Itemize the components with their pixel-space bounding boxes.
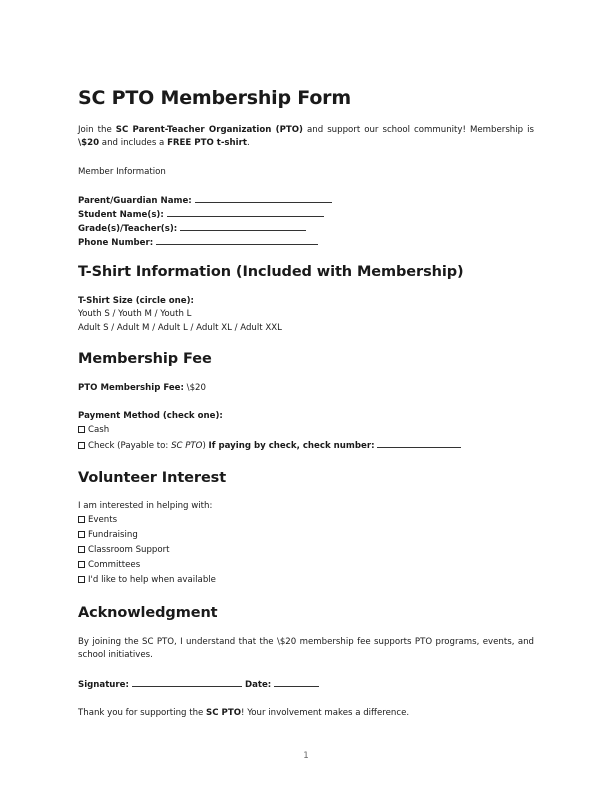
cash-checkbox[interactable] [78,426,85,433]
grade-teacher-field [78,222,306,236]
member-info-heading: Member Information [78,167,166,177]
intro-paragraph: Join the SC Parent-Teacher Organization (PTO) and support our school community! Membership is \$20 and includes a FREE PTO t-shirt. [78,125,534,148]
student-name-label: Student Name(s): [78,210,164,220]
page-number: 1 [303,751,309,761]
payment-option-cash[interactable]: Cash [78,424,109,437]
parent-name-field [78,194,332,208]
grade-teacher-label: Grade(s)/Teacher(s): [78,224,178,234]
membership-fee-amount: \$20 [78,138,100,148]
thank-you-text: Thank you for supporting the SC PTO! Your involvement makes a difference. [78,708,410,718]
check-number-input[interactable] [377,439,461,448]
fee-value: \$20 [183,383,206,393]
volunteer-option-events[interactable]: Events [78,514,117,527]
available-checkbox[interactable] [78,576,85,583]
fundraising-checkbox[interactable] [78,531,85,538]
fee-line [78,382,206,395]
date-input[interactable] [274,678,319,687]
tshirt-size-label: T-Shirt Size (circle one): [78,296,194,306]
youth-sizes[interactable]: Youth S / Youth M / Youth L [78,309,192,319]
adult-sizes[interactable]: Adult S / Adult M / Adult L / Adult XL / Adult XXL [78,323,282,333]
page-title: SC PTO Membership Form [78,87,351,109]
membership-fee-heading: Membership Fee [78,351,212,367]
phone-field [78,236,318,250]
signature-input[interactable] [132,678,242,687]
acknowledgment-heading: Acknowledgment [78,605,218,621]
payment-method-label: Payment Method (check one): [78,411,223,421]
date-label: Date: [244,680,272,690]
phone-input[interactable] [156,236,318,245]
free-shirt-text: FREE PTO t-shirt [167,138,247,148]
events-checkbox[interactable] [78,516,85,523]
volunteer-option-fundraising[interactable]: Fundraising [78,529,138,542]
signature-line [78,678,319,692]
volunteer-option-available[interactable]: I'd like to help when available [78,574,216,587]
tshirt-heading: T-Shirt Information (Included with Membership) [78,264,464,280]
committees-checkbox[interactable] [78,561,85,568]
volunteer-option-committees[interactable]: Committees [78,559,140,572]
phone-label: Phone Number: [78,238,154,248]
parent-name-input[interactable] [195,194,332,203]
acknowledgment-text: By joining the SC PTO, I understand that the \$20 membership fee supports PTO programs, events, and school initiatives. [78,637,534,660]
check-checkbox[interactable] [78,442,85,449]
grade-teacher-input[interactable] [180,222,306,231]
check-number-label: If paying by check, check number: [208,441,375,451]
check-payee: SC PTO [171,441,203,451]
fee-label: PTO Membership Fee: [78,383,184,393]
org-name: SC Parent-Teacher Organization (PTO) [115,125,303,135]
student-name-input[interactable] [167,208,324,217]
payment-option-check[interactable]: Check (Payable to: SC PTO) If paying by check, check number: [78,439,461,453]
volunteer-heading: Volunteer Interest [78,470,227,486]
classroom-checkbox[interactable] [78,546,85,553]
signature-label: Signature: [78,680,129,690]
parent-name-label: Parent/Guardian Name: [78,196,192,206]
volunteer-option-classroom[interactable]: Classroom Support [78,544,170,557]
volunteer-intro: I am interested in helping with: [78,501,213,511]
thank-you-org: SC PTO [206,708,242,718]
student-name-field [78,208,324,222]
